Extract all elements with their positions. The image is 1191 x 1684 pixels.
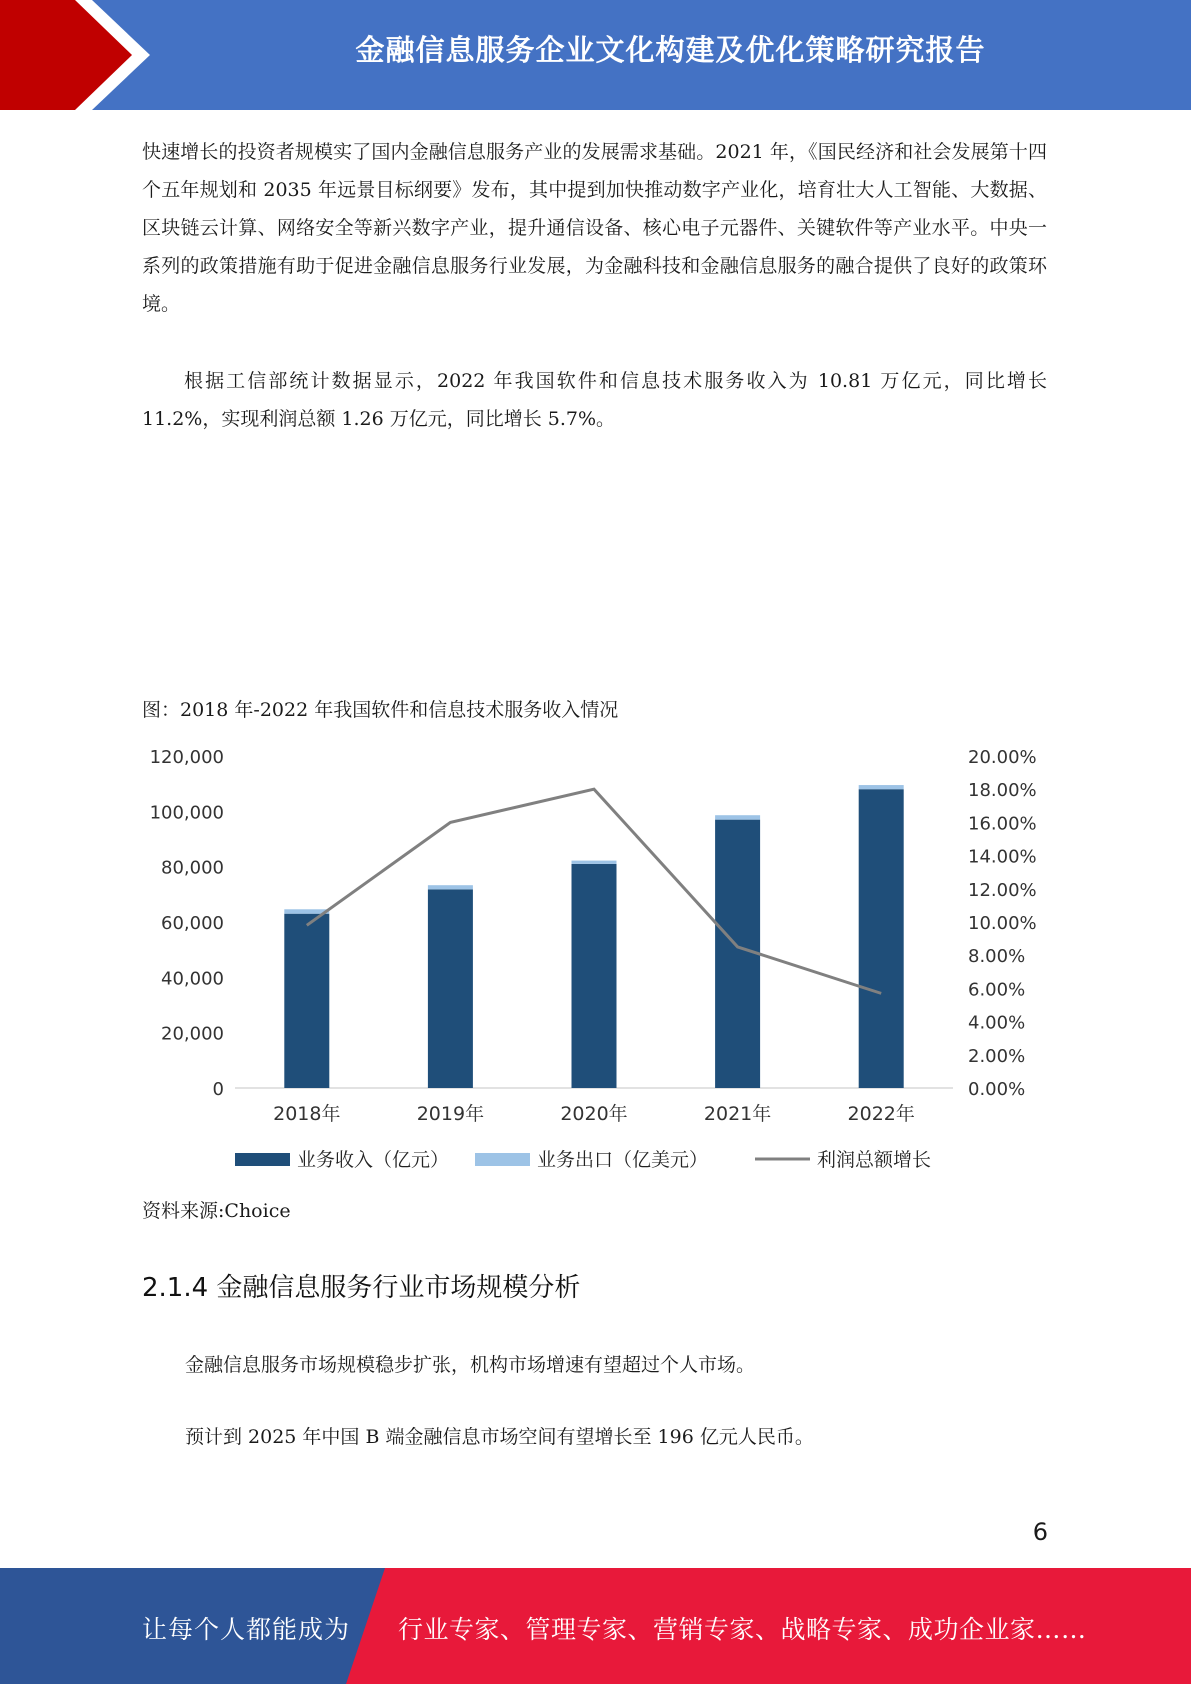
y-left-tick-label: 0 xyxy=(212,1079,224,1100)
y-right-tick-label: 8.00% xyxy=(968,946,1026,968)
y-right-tick-label: 6.00% xyxy=(968,979,1026,1001)
bar-revenue xyxy=(572,864,617,1088)
paragraph-policy: 快速增长的投资者规模实了国内金融信息服务产业的发展需求基础。2021 年，《国民经济和社会发展第十四个五年规划和 2035 年远景目标纲要》发布，其中提到加快推动数字产业化，培育壮大人工智能、大数据、区块链云计算、网络安全等新兴数字产业，提升通信设备、核心电子元器件、关键软件等产业水平。中央一系列的政策措施有助于促进金融信息服务行业发展，为金融科技和金融信息服务的融合提供了良好的政策环境。 xyxy=(142,141,1047,315)
figure-caption: 图：2018 年-2022 年我国软件和信息技术服务收入情况 xyxy=(142,699,619,721)
y-right-tick-label: 10.00% xyxy=(968,913,1037,934)
section-heading: 2.1.4 金融信息服务行业市场规模分析 xyxy=(142,1273,581,1303)
y-right-tick-label: 16.00% xyxy=(968,813,1037,835)
page-footer xyxy=(0,1568,1191,1684)
bar-export xyxy=(428,885,473,889)
y-left-tick-label: 100,000 xyxy=(149,802,224,824)
legend-label: 业务出口（亿美元） xyxy=(537,1149,709,1171)
bar-revenue xyxy=(715,820,760,1088)
y-right-tick-label: 14.00% xyxy=(968,846,1037,868)
bar-revenue xyxy=(284,914,329,1088)
y-right-tick-label: 18.00% xyxy=(968,780,1037,802)
x-tick-label: 2022年 xyxy=(847,1103,915,1125)
y-left-tick-label: 80,000 xyxy=(161,857,224,879)
revenue-chart xyxy=(130,735,1060,1185)
y-right-tick-label: 20.00% xyxy=(968,747,1037,768)
bar-export xyxy=(859,785,904,789)
y-left-tick-label: 120,000 xyxy=(149,747,224,768)
chart-source: 资料来源:Choice xyxy=(142,1200,291,1222)
bar-revenue xyxy=(859,789,904,1088)
paragraph-statistics: 根据工信部统计数据显示，2022 年我国软件和信息技术服务收入为 10.81 万亿元，同比增长 11.2%，实现利润总额 1.26 万亿元，同比增长 5.7%。 xyxy=(142,370,1047,430)
x-tick-label: 2020年 xyxy=(560,1103,628,1125)
y-right-tick-label: 0.00% xyxy=(968,1079,1026,1100)
x-tick-label: 2019年 xyxy=(416,1103,485,1125)
bar-export xyxy=(715,815,760,819)
paragraph-market-scale: 金融信息服务市场规模稳步扩张，机构市场增速有望超过个人市场。 xyxy=(185,1354,756,1376)
y-right-tick-label: 12.00% xyxy=(968,879,1037,901)
header-title: 金融信息服务企业文化构建及优化策略研究报告 xyxy=(355,33,986,67)
y-left-tick-label: 20,000 xyxy=(161,1023,224,1045)
y-right-tick-label: 2.00% xyxy=(968,1045,1026,1067)
y-left-tick-label: 60,000 xyxy=(161,913,224,934)
legend-label: 利润总额增长 xyxy=(817,1149,932,1171)
x-tick-label: 2018年 xyxy=(273,1103,341,1125)
paragraph-forecast: 预计到 2025 年中国 B 端金融信息市场空间有望增长至 196 亿元人民币。 xyxy=(185,1426,814,1448)
page-number: 6 xyxy=(1032,1518,1048,1546)
footer-slogan-right: 行业专家、管理专家、营销专家、战略专家、成功企业家…… xyxy=(398,1615,1087,1644)
page-header xyxy=(0,0,1191,110)
y-right-tick-label: 4.00% xyxy=(968,1012,1026,1034)
footer-slogan-left: 让每个人都能成为 xyxy=(142,1615,351,1644)
x-tick-label: 2021年 xyxy=(703,1103,772,1125)
legend-swatch xyxy=(235,1153,290,1166)
legend-swatch xyxy=(475,1153,530,1166)
bar-revenue xyxy=(428,889,473,1088)
y-left-tick-label: 40,000 xyxy=(161,968,224,990)
legend-label: 业务收入（亿元） xyxy=(297,1149,450,1171)
bar-export xyxy=(572,861,617,864)
